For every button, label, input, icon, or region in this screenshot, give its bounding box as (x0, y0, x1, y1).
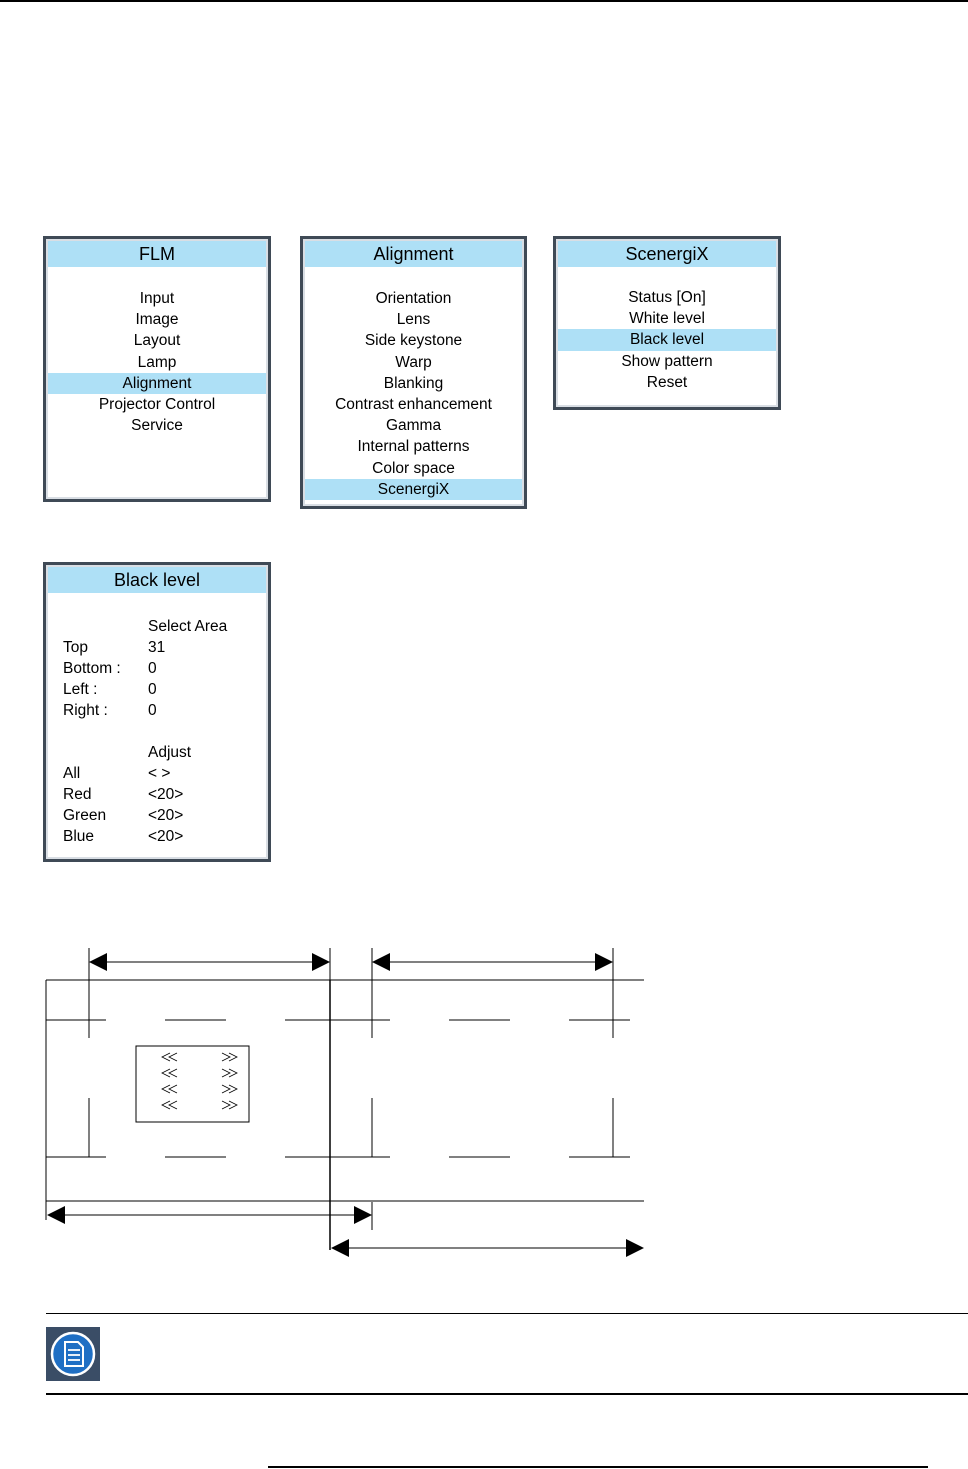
triangle-left-icon (89, 953, 107, 971)
adjust-row-value: <20> (148, 786, 184, 803)
adjust-row-value: < > (148, 765, 171, 782)
area-label: Top (63, 639, 88, 656)
flm-menu-items (48, 288, 266, 436)
adjust-row-green[interactable] (48, 805, 266, 826)
area-value: 0 (148, 660, 157, 677)
adjust-row-label: Green (63, 807, 107, 824)
menu-item-color-space[interactable]: Color space (372, 459, 455, 477)
triangle-left-icon (372, 953, 390, 971)
area-row-right[interactable] (48, 700, 266, 721)
area-value: 0 (148, 702, 157, 719)
adjust-row-label: All (63, 765, 81, 782)
menu-item-projector-control[interactable]: Projector Control (98, 395, 216, 413)
note-rule-top (46, 1313, 968, 1314)
menu-item-reset[interactable]: Reset (646, 373, 688, 391)
adjust-row-all[interactable] (48, 763, 266, 784)
note-rule-bottom (46, 1393, 968, 1395)
triangle-right-icon (626, 1239, 644, 1257)
menu-item-orientation[interactable]: Orientation (375, 290, 452, 307)
menu-item-white-level[interactable]: White level (629, 310, 705, 328)
area-value: 0 (148, 681, 157, 698)
scenergix-menu (553, 236, 781, 410)
menu-item-black-level[interactable]: Black level (558, 329, 776, 350)
menu-item-input[interactable]: Input (139, 290, 175, 307)
adjust-row-value: <20> (148, 807, 184, 824)
triangle-right-icon (312, 953, 330, 971)
alignment-menu-title: Alignment (305, 241, 522, 267)
area-label: Right : (63, 702, 108, 719)
area-row-top[interactable] (48, 637, 266, 658)
adjust-row-red[interactable] (48, 784, 266, 805)
area-label: Left : (63, 681, 98, 698)
menu-item-blanking[interactable]: Blanking (383, 374, 444, 392)
black-level-menu (43, 562, 271, 862)
area-row-left[interactable] (48, 679, 266, 700)
adjust-row-value: <20> (148, 828, 184, 845)
edge-blend-overlap-diagram (40, 940, 660, 1270)
flm-menu-title: FLM (48, 241, 266, 267)
triangle-right-icon (595, 953, 613, 971)
menu-item-internal-patterns[interactable]: Internal patterns (357, 438, 470, 456)
scenergix-menu-title: ScenergiX (558, 241, 776, 267)
scenergix-menu-items (558, 287, 776, 393)
alignment-menu-items (305, 288, 522, 500)
menu-item-layout[interactable]: Layout (133, 332, 181, 350)
menu-item-show-pattern[interactable]: Show pattern (621, 352, 713, 370)
area-label: Bottom : (63, 660, 121, 677)
menu-item-image[interactable]: Image (135, 311, 179, 329)
menu-item-scenergix[interactable]: ScenergiX (305, 479, 522, 500)
adjust-heading (48, 742, 266, 763)
menu-item-warp[interactable]: Warp (395, 353, 432, 371)
select-area-label: Select Area (148, 618, 228, 635)
select-area-heading (48, 616, 266, 637)
triangle-left-icon (47, 1206, 65, 1224)
triangle-left-icon (331, 1239, 349, 1257)
adjust-row-label: Blue (63, 828, 95, 845)
menu-item-gamma[interactable]: Gamma (385, 417, 442, 435)
menu-item-service[interactable]: Service (131, 417, 183, 435)
menu-item-side-keystone[interactable]: Side keystone (364, 332, 463, 350)
menu-item-status[interactable]: Status [On] (628, 289, 706, 306)
alignment-menu (300, 236, 527, 509)
note-document-icon (46, 1327, 100, 1381)
adjust-label: Adjust (148, 744, 192, 761)
flm-menu (43, 236, 271, 502)
area-row-bottom[interactable] (48, 658, 266, 679)
triangle-right-icon (354, 1206, 372, 1224)
area-value: 31 (148, 639, 166, 656)
menu-item-alignment[interactable]: Alignment (48, 373, 266, 394)
menu-item-contrast-enhancement[interactable]: Contrast enhancement (335, 395, 492, 413)
menu-item-lamp[interactable]: Lamp (137, 353, 177, 371)
black-level-menu-title: Black level (48, 567, 266, 593)
adjust-row-blue[interactable] (48, 826, 266, 847)
header-rule (0, 0, 968, 2)
menu-item-lens[interactable]: Lens (396, 311, 431, 329)
footer-rule (268, 1466, 928, 1468)
adjust-row-label: Red (63, 786, 92, 803)
